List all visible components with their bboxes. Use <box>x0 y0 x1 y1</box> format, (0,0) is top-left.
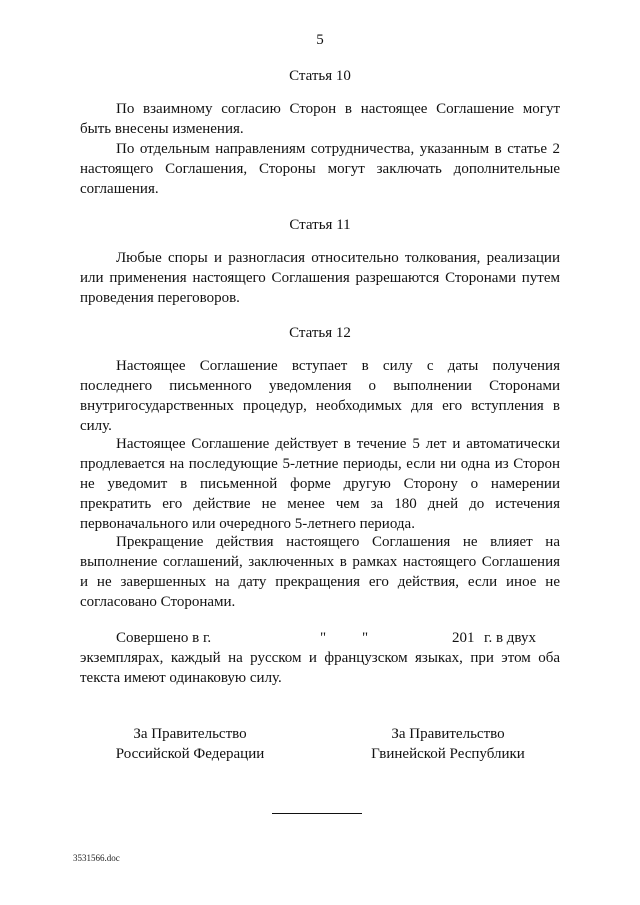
date-quote-open: " <box>320 630 327 646</box>
signatory-guinea <box>338 724 558 764</box>
page-number: 5 <box>316 32 324 48</box>
article-10-paragraph-2: По отдельным направлениям сотрудничества, указанным в статье 2 настоящего Соглашения, Стороны могут заключать дополнительные соглашения. <box>80 141 560 197</box>
article-12-paragraph-1: Настоящее Соглашение вступает в силу с даты получения последнего письменного уведомления о выполнении Сторонами внутригосударственных процедур, необходимых для его вступления в силу. <box>80 358 560 434</box>
signing-place-date-line <box>80 628 560 648</box>
signatory-russia-line-2: Российской Федерации <box>115 746 265 762</box>
signing-copies-text: экземплярах, каждый на русском и французском языках, при этом оба текста имеют одинаковую силу. <box>80 650 560 686</box>
footer-filename: 3531566.doc <box>73 853 120 863</box>
article-11-heading: Статья 11 <box>289 217 351 233</box>
signatory-guinea-line-1: За Правительство <box>391 726 505 742</box>
article-12-paragraph-2: Настоящее Соглашение действует в течение 5 лет и автоматически продлевается на последующие 5-летние периоды, если ни одна из Сторон не уведомит в письменной форме другую Сторону о намерении прекратить его действие не менее чем за 180 дней до истечения первоначального или очередного 5-летнего периода. <box>80 436 560 532</box>
signatory-russia-line-1: За Правительство <box>133 726 247 742</box>
date-quote-close: " <box>362 630 369 646</box>
signing-line-tail: г. в двух <box>484 630 536 646</box>
article-10-heading: Статья 10 <box>289 68 351 84</box>
signatory-guinea-line-2: Гвинейской Республики <box>371 746 525 762</box>
article-10-paragraph-1: По взаимному согласию Сторон в настоящее Соглашение могут быть внесены изменения. <box>80 101 560 137</box>
signing-year: 201 <box>452 630 475 646</box>
article-12-heading: Статья 12 <box>289 325 351 341</box>
article-11-paragraph-1: Любые споры и разногласия относительно толкования, реализации или применения настоящего Соглашения разрешаются Сторонами путем проведения переговоров. <box>80 250 560 306</box>
end-divider <box>272 813 362 814</box>
signing-place-label: Совершено в г. <box>116 630 212 646</box>
article-12-paragraph-3: Прекращение действия настоящего Соглашения не влияет на выполнение соглашений, заключенных в рамках настоящего Соглашения и не завершенных на дату прекращения его действия, если иное не согласовано Сторонами. <box>80 534 560 610</box>
signatory-russia <box>80 724 300 764</box>
